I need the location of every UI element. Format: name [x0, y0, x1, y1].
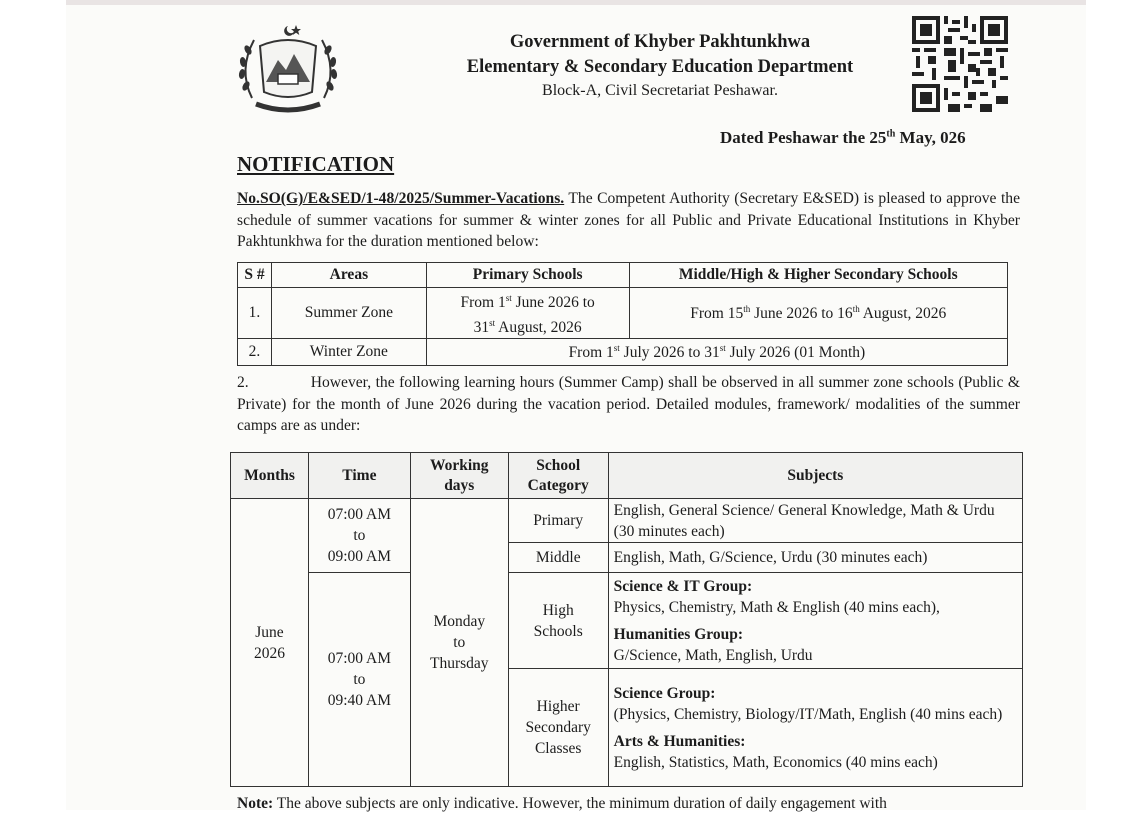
notification-paragraph-2: 2. However, the following learning hours (Summer Camp) shall be observed in all summer zone schools (Public & Private) for the month of June 2026 during the vacation period. Detailed modules, framework/ modalities of the summer camps are as under:: [237, 374, 1020, 434]
kp-government-emblem: [232, 20, 344, 120]
col-primary: Primary Schools: [426, 263, 629, 288]
summer-camp-table: [230, 452, 1023, 787]
table-row: 1. Summer Zone From 1st June 2026 to 31st August, 2026 From 15th June 2026 to 16th August, 2026: [238, 288, 1008, 339]
table-header-row: [238, 263, 1008, 288]
vacation-schedule-table: [237, 262, 1008, 366]
col-middle-high: Middle/High & Higher Secondary Schools: [629, 263, 1007, 288]
table-header-row: [231, 453, 1023, 499]
time-cell: 07:00 AM to 09:00 AM: [308, 499, 410, 573]
notification-title: NOTIFICATION: [237, 152, 395, 176]
dated-line: Dated Peshawar the 25th May, 026: [720, 128, 966, 147]
col-time: Time: [308, 453, 410, 499]
col-months: Months: [231, 453, 309, 499]
reference-number: No.SO(G)/E&SED/1-48/2025/Summer-Vacations.: [237, 190, 565, 207]
col-school-category: School Category: [508, 453, 608, 499]
note-text: Note: The above subjects are only indicative. However, the minimum duration of daily engagement with: [237, 795, 887, 812]
page-top-edge: [66, 0, 1086, 5]
table-row: 2. Winter Zone From 1st July 2026 to 31st July 2026 (01 Month): [238, 339, 1008, 366]
department-name: Elementary & Secondary Education Department: [466, 57, 854, 77]
notification-paragraph-1: No.SO(G)/E&SED/1-48/2025/Summer-Vacations. The Competent Authority (Secretary E&SED) is pleased to approve the schedule of summer vacations for summer & winter zones for all Public and Private Educational Institutions in Khyber Pakhtunkhwa for the duration mentioned below:: [237, 190, 1020, 250]
col-working-days: Working days: [410, 453, 508, 499]
table-row: Middle English, Math, G/Science, Urdu (30 minutes each): [231, 543, 1023, 573]
time-cell: 07:00 AM to 09:40 AM: [308, 573, 410, 787]
col-subjects: Subjects: [608, 453, 1022, 499]
letterhead: [420, 30, 900, 102]
col-sno: S #: [238, 263, 272, 288]
table-row: 07:00 AM to 09:40 AM High Schools Science & IT Group: Physics, Chemistry, Math & English (40 mins each), Humanities Group: G/Science, Math, English, Urdu: [231, 573, 1023, 669]
department-address: Block-A, Civil Secretariat Peshawar.: [542, 82, 778, 99]
qr-code: [912, 15, 1008, 113]
month-cell: June 2026: [231, 499, 309, 787]
government-name: Government of Khyber Pakhtunkhwa: [509, 32, 811, 52]
table-row: Higher Secondary Classes Science Group: (Physics, Chemistry, Biology/IT/Math, English (40 mins each) Arts & Humanities: English, Statistics, Math, Economics (40 mins each): [231, 669, 1023, 787]
col-areas: Areas: [271, 263, 426, 288]
table-row: June 2026 07:00 AM to 09:00 AM Monday to Thursday Primary English, General Science/ General Knowledge, Math & Urdu (30 minutes each): [231, 499, 1023, 543]
working-days-cell: Monday to Thursday: [410, 499, 508, 787]
